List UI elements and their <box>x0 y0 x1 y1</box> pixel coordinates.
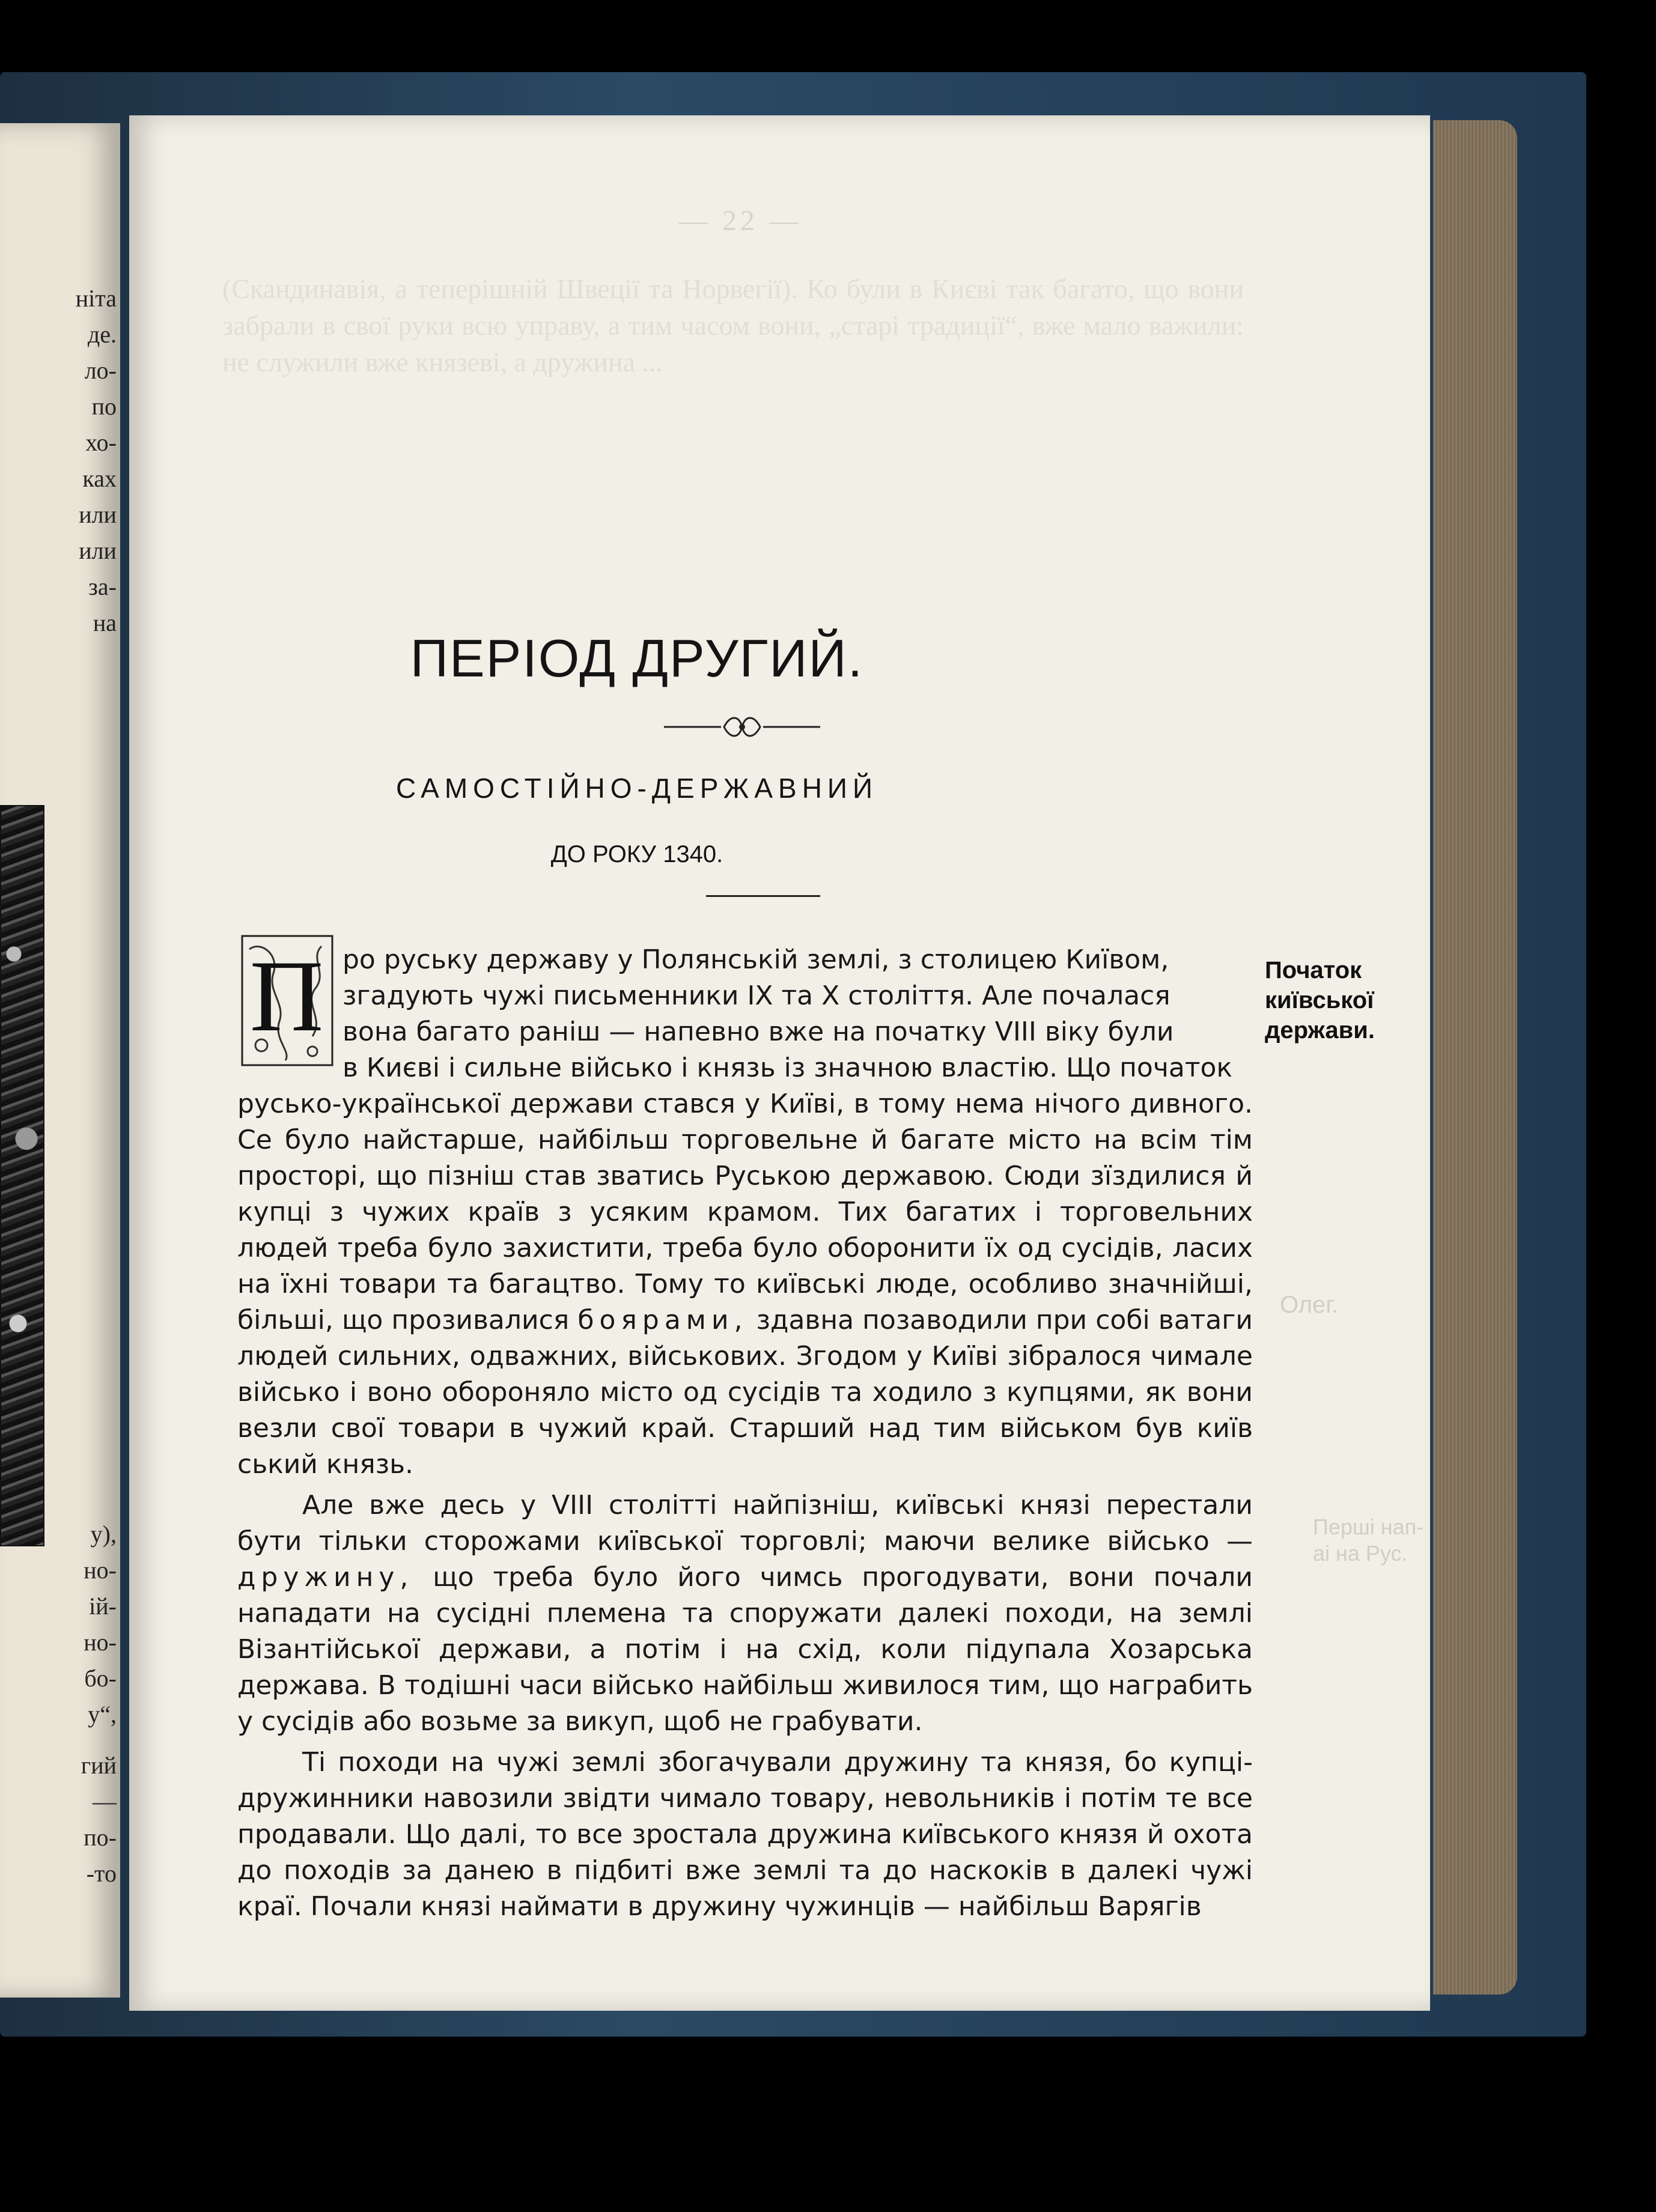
text-line: згадують чужі письменники IX та X століття. Але почалася <box>342 980 1170 1011</box>
faded-margin-note: Перші нап- аі на Рус. <box>1313 1515 1424 1566</box>
left-page-fragment: гий <box>81 1752 117 1779</box>
left-page-fragment: -то <box>86 1860 117 1887</box>
left-page-fragment: хо- <box>85 429 117 456</box>
left-page-fragment: за- <box>88 573 117 600</box>
left-page-fragment: де. <box>87 321 117 348</box>
text-line: ро руську державу у Полянській землі, з столицею Київом, <box>342 944 1169 975</box>
left-page-fragment: ках <box>82 465 117 492</box>
page-edges <box>1433 120 1517 1995</box>
left-page-fragment: на <box>93 609 117 636</box>
emphasis: боярами, <box>577 1305 748 1335</box>
left-page-fragment: или <box>79 537 117 564</box>
divider <box>706 895 820 897</box>
paragraph: Але вже десь у VIII столітті найпізніш, київські князі перестали бути тільки сторожами київської торговлі; маючи велике військо — дружину, що треба було його чимсь прогодувати, вони почали нападати на сусідні племена та споружати далекі походи, на землі Візантійської держави, а потім і на схід, коли підупала Хозарська держава. В тодішні часи військо найбільш живилося тим, що награбить у сусідів або возьме за викуп, щоб не грабувати. <box>237 1490 1253 1737</box>
text-line: в Києві і сильне військо і князь із значною властію. Що початок <box>342 1053 1232 1083</box>
faded-margin-note: Олег. <box>1280 1292 1339 1318</box>
left-page-fragment: или <box>79 501 117 528</box>
ornament-icon <box>664 709 820 745</box>
svg-text:П: П <box>249 940 324 1053</box>
period-subtitle: САМОСТІЙНО-ДЕРЖАВНИЙ <box>395 773 878 804</box>
show-through-text: (Скандинавія, а теперішній Швеції та Норвегії). Ко були в Києві так багато, що вони забрали в свої руки всю управу, а тим часом вони, „старі традиції“, вже мало важили: не служили вже князеві, а дружина ... <box>222 273 1244 377</box>
paragraph: русько-української держави стався у Київі, в тому нема нічого дивного. Се було найстарше, найбільш торговельне й багате місто на всім тім просторі, що пізніш став зватись Руською державою. Сюди зїздилися й купці з чужих країв з усяким крамом. Тих багатих і торговельних людей треба було захистити, треба було оборонити їх од сусідів, ласих на їхні товари та багацтво. Тому то київські люде, особливо значнійші, більші, що прозивалися боярами, здавна позаводили при собі ватаги людей сильних, одважних, військових. Згодом у Київі зібралося чимале військо і воно обороняло місто од сусідів та ходило з купцями, як вони везли свої товари в чужий край. Старший над тим військом був київ ський князь. <box>237 1089 1253 1480</box>
text-line: вона багато раніш — напевно вже на початку VIII віку були <box>342 1016 1174 1047</box>
left-page-fragment: ло- <box>84 357 117 384</box>
left-page-fragment: ій- <box>89 1593 117 1620</box>
period-title: ПЕРІОД ДРУГИЙ. <box>410 628 864 688</box>
left-page-fragment: у), <box>90 1521 117 1548</box>
left-page-fragment: ніта <box>75 285 117 312</box>
page-number: — 22 — <box>679 205 802 237</box>
paragraph: Ті походи на чужі землі збогачували дружину та князя, бо купці-дружинники навозили звідти чимало товару, невольників і потім те все продавали. Що далі, то все зростала дружина київського князя й охота до походів за данею в підбиті вже землі та до наскоків в далекі чужі краї. Почали князі наймати в дружину чужинців — найбільш Варягів <box>237 1747 1253 1922</box>
body-text <box>237 942 1253 1930</box>
period-date: ДО РОКУ 1340. <box>550 841 723 867</box>
left-page-fragment: — <box>93 1788 117 1815</box>
margin-note: Початок київської держави. <box>1265 957 1375 1044</box>
left-page-fragment: но- <box>84 1557 117 1584</box>
emphasis: дружину, <box>237 1562 414 1593</box>
left-page-fragment: у“, <box>88 1701 117 1728</box>
left-page-illustration <box>0 805 44 1546</box>
previous-page <box>0 123 120 1998</box>
left-page-fragment: по- <box>84 1824 117 1851</box>
left-page-fragment: бо- <box>84 1665 117 1692</box>
left-page-fragment: но- <box>84 1629 117 1656</box>
left-page-fragment: по <box>91 393 117 420</box>
